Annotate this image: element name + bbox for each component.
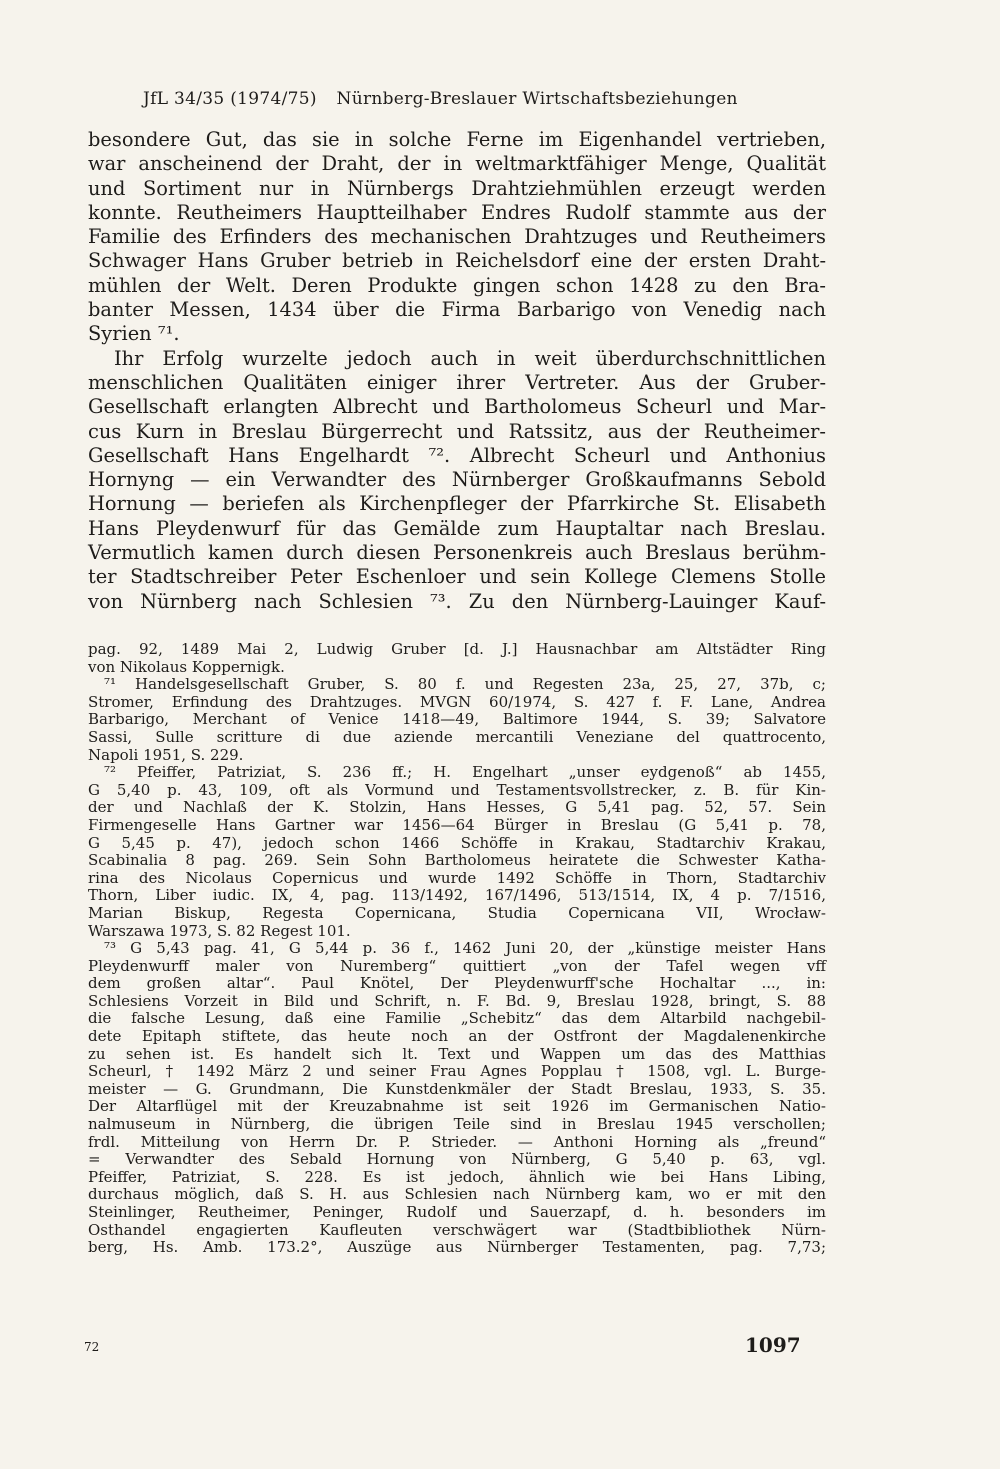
footnote-line: frdl. Mitteilung von Herrn Dr. P. Strieder. — Anthoni Horning als „freund“ bbox=[88, 1132, 826, 1151]
body-line: und Sortiment nur in Nürnbergs Drahtziehmühlen erzeugt werden bbox=[88, 176, 826, 200]
body-line: Ihr Erfolg wurzelte jedoch auch in weit überdurchschnittlichen bbox=[114, 346, 826, 370]
page-number: 1097 bbox=[745, 1333, 801, 1357]
body-line: Hornung — beriefen als Kirchenpfleger der Pfarrkirche St. Elisabeth bbox=[88, 492, 826, 516]
footnote-line: dem großen altar“. Paul Knötel, Der Pleydenwurff'sche Hochaltar ..., in: bbox=[88, 974, 826, 993]
footnote-line: Firmengeselle Hans Gartner war 1456—64 Bürger in Breslau (G 5,41 p. 78, bbox=[88, 815, 826, 834]
body-line: Hans Pleydenwurf für das Gemälde zum Hauptaltar nach Breslau. bbox=[88, 516, 826, 540]
footnote-line: Scabinalia 8 pag. 269. Sein Sohn Bartholomeus heiratete die Schwester Katha- bbox=[88, 851, 826, 870]
body-line: Syrien ⁷¹. bbox=[88, 322, 180, 346]
footnote-line: dete Epitaph stiftete, das heute noch an der Ostfront der Magdalenenkirche bbox=[88, 1027, 826, 1046]
footnote-line: zu sehen ist. Es handelt sich lt. Text und Wappen um das des Matthias bbox=[88, 1044, 826, 1063]
footnote-line: Der Altarflügel mit der Kreuzabnahme ist seit 1926 im Germanischen Natio- bbox=[88, 1097, 826, 1116]
body-line: besondere Gut, das sie in solche Ferne im Eigenhandel vertrieben, bbox=[88, 128, 826, 151]
signature-mark: 72 bbox=[84, 1340, 100, 1354]
footnote-line: pag. 92, 1489 Mai 2, Ludwig Gruber [d. J.] Hausnachbar am Altstädter Ring bbox=[88, 640, 826, 658]
main-text bbox=[88, 128, 826, 614]
footnote-line: meister — G. Grundmann, Die Kunstdenkmäler der Stadt Breslau, 1933, S. 35. bbox=[88, 1079, 826, 1098]
footnote-line: Warszawa 1973, S. 82 Regest 101. bbox=[88, 921, 351, 940]
body-line: cus Kurn in Breslau Bürgerrecht und Ratssitz, aus der Reutheimer- bbox=[88, 419, 826, 443]
footnote-line: Napoli 1951, S. 229. bbox=[88, 745, 244, 764]
footnote-line: Scheurl, † 1492 März 2 und seiner Frau Agnes Popplau † 1508, vgl. L. Burge- bbox=[88, 1062, 826, 1081]
body-line: menschlichen Qualitäten einiger ihrer Vertreter. Aus der Gruber- bbox=[88, 370, 826, 394]
body-line: Vermutlich kamen durch diesen Personenkreis auch Breslaus berühm- bbox=[88, 541, 826, 565]
body-line: Gesellschaft Hans Engelhardt ⁷². Albrecht Scheurl und Anthonius bbox=[88, 443, 826, 467]
footnote-line: G 5,40 p. 43, 109, oft als Vormund und Testamentsvollstrecker, z. B. für Kin- bbox=[88, 780, 826, 799]
footnote-71: ⁷¹ Handelsgesellschaft Gruber, S. 80 f. und Regesten 23a, 25, 27, 37b, c; bbox=[104, 675, 826, 694]
footnote-line: Osthandel engagierten Kaufleuten verschwägert war (Stadtbibliothek Nürn- bbox=[88, 1220, 826, 1239]
footnote-line: Schlesiens Vorzeit in Bild und Schrift, n. F. Bd. 9, Breslau 1928, bringt, S. 88 bbox=[88, 991, 826, 1010]
body-line: konnte. Reutheimers Hauptteilhaber Endres Rudolf stammte aus der bbox=[88, 200, 826, 224]
journal-reference: JfL 34/35 (1974/75) bbox=[143, 89, 317, 109]
body-line: Schwager Hans Gruber betrieb in Reichelsdorf eine der ersten Draht- bbox=[88, 249, 826, 273]
footnote-line: Steinlinger, Reutheimer, Peninger, Rudolf und Sauerzapf, d. h. besonders im bbox=[88, 1203, 826, 1221]
footnote-line: rina des Nicolaus Copernicus und wurde 1492 Schöffe in Thorn, Stadtarchiv bbox=[88, 868, 826, 887]
footnote-line: Marian Biskup, Regesta Copernicana, Studia Copernicana VII, Wrocław- bbox=[88, 903, 826, 922]
footnote-line: Sassi, Sulle scritture di due aziende mercantili Veneziane del quattrocento, bbox=[88, 727, 826, 746]
body-line: ter Stadtschreiber Peter Eschenloer und sein Kollege Clemens Stolle bbox=[88, 565, 826, 589]
footnote-line: = Verwandter des Sebald Hornung von Nürnberg, G 5,40 p. 63, vgl. bbox=[88, 1150, 826, 1169]
footnote-line: der und Nachlaß der K. Stolzin, Hans Hesses, G 5,41 pag. 52, 57. Sein bbox=[88, 798, 826, 817]
footnote-72: ⁷² Pfeiffer, Patriziat, S. 236 ff.; H. Engelhart „unser eydgenoß“ ab 1455, bbox=[104, 763, 826, 782]
body-line: Hornyng — ein Verwandter des Nürnberger Großkaufmanns Sebold bbox=[88, 468, 826, 492]
footnote-line: Pfeiffer, Patriziat, S. 228. Es ist jedoch, ähnlich wie bei Hans Libing, bbox=[88, 1167, 826, 1186]
running-head bbox=[143, 89, 763, 109]
footnote-line: berg, Hs. Amb. 173.2°, Auszüge aus Nürnberger Testamenten, pag. 7,73; bbox=[88, 1238, 826, 1257]
footnote-line: Barbarigo, Merchant of Venice 1418—49, Baltimore 1944, S. 39; Salvatore bbox=[88, 710, 826, 729]
body-line: von Nürnberg nach Schlesien ⁷³. Zu den Nürnberg-Lauinger Kauf- bbox=[88, 589, 826, 613]
body-line: banter Messen, 1434 über die Firma Barbarigo von Venedig nach bbox=[88, 298, 826, 322]
footnote-line: nalmuseum in Nürnberg, die übrigen Teile sind in Breslau 1945 verschollen; bbox=[88, 1115, 826, 1134]
footnote-line: Thorn, Liber iudic. IX, 4, pag. 113/1492, 167/1496, 513/1514, IX, 4 p. 7/1516, bbox=[88, 886, 826, 905]
footnote-line: Stromer, Erfindung des Drahtzuges. MVGN 60/1974, S. 427 f. F. Lane, Andrea bbox=[88, 692, 826, 711]
body-line: mühlen der Welt. Deren Produkte gingen schon 1428 zu den Bra- bbox=[88, 273, 826, 297]
footnotes bbox=[88, 641, 826, 1257]
footnote-line: Pleydenwurff maler von Nuremberg“ quittiert „von der Tafel wegen vff bbox=[88, 956, 826, 975]
body-line: war anscheinend der Draht, der in weltmarktfähiger Menge, Qualität bbox=[88, 152, 826, 176]
footnote-line: G 5,45 p. 47), jedoch schon 1466 Schöffe in Krakau, Stadtarchiv Krakau, bbox=[88, 833, 826, 852]
footnote-line: die falsche Lesung, daß eine Familie „Schebitz“ das dem Altarbild nachgebil- bbox=[88, 1009, 826, 1028]
footnote-line: von Nikolaus Koppernigk. bbox=[88, 657, 285, 676]
body-line: Familie des Erfinders des mechanischen Drahtzuges und Reutheimers bbox=[88, 225, 826, 249]
article-title: Nürnberg-Breslauer Wirtschaftsbeziehungen bbox=[336, 89, 738, 109]
footnote-line: durchaus möglich, daß S. H. aus Schlesien nach Nürnberg kam, wo er mit den bbox=[88, 1185, 826, 1204]
body-line: Gesellschaft erlangten Albrecht und Bartholomeus Scheurl und Mar- bbox=[88, 395, 826, 419]
footnote-73: ⁷³ G 5,43 pag. 41, G 5,44 p. 36 f., 1462 Juni 20, der „künstige meister Hans bbox=[104, 939, 826, 958]
